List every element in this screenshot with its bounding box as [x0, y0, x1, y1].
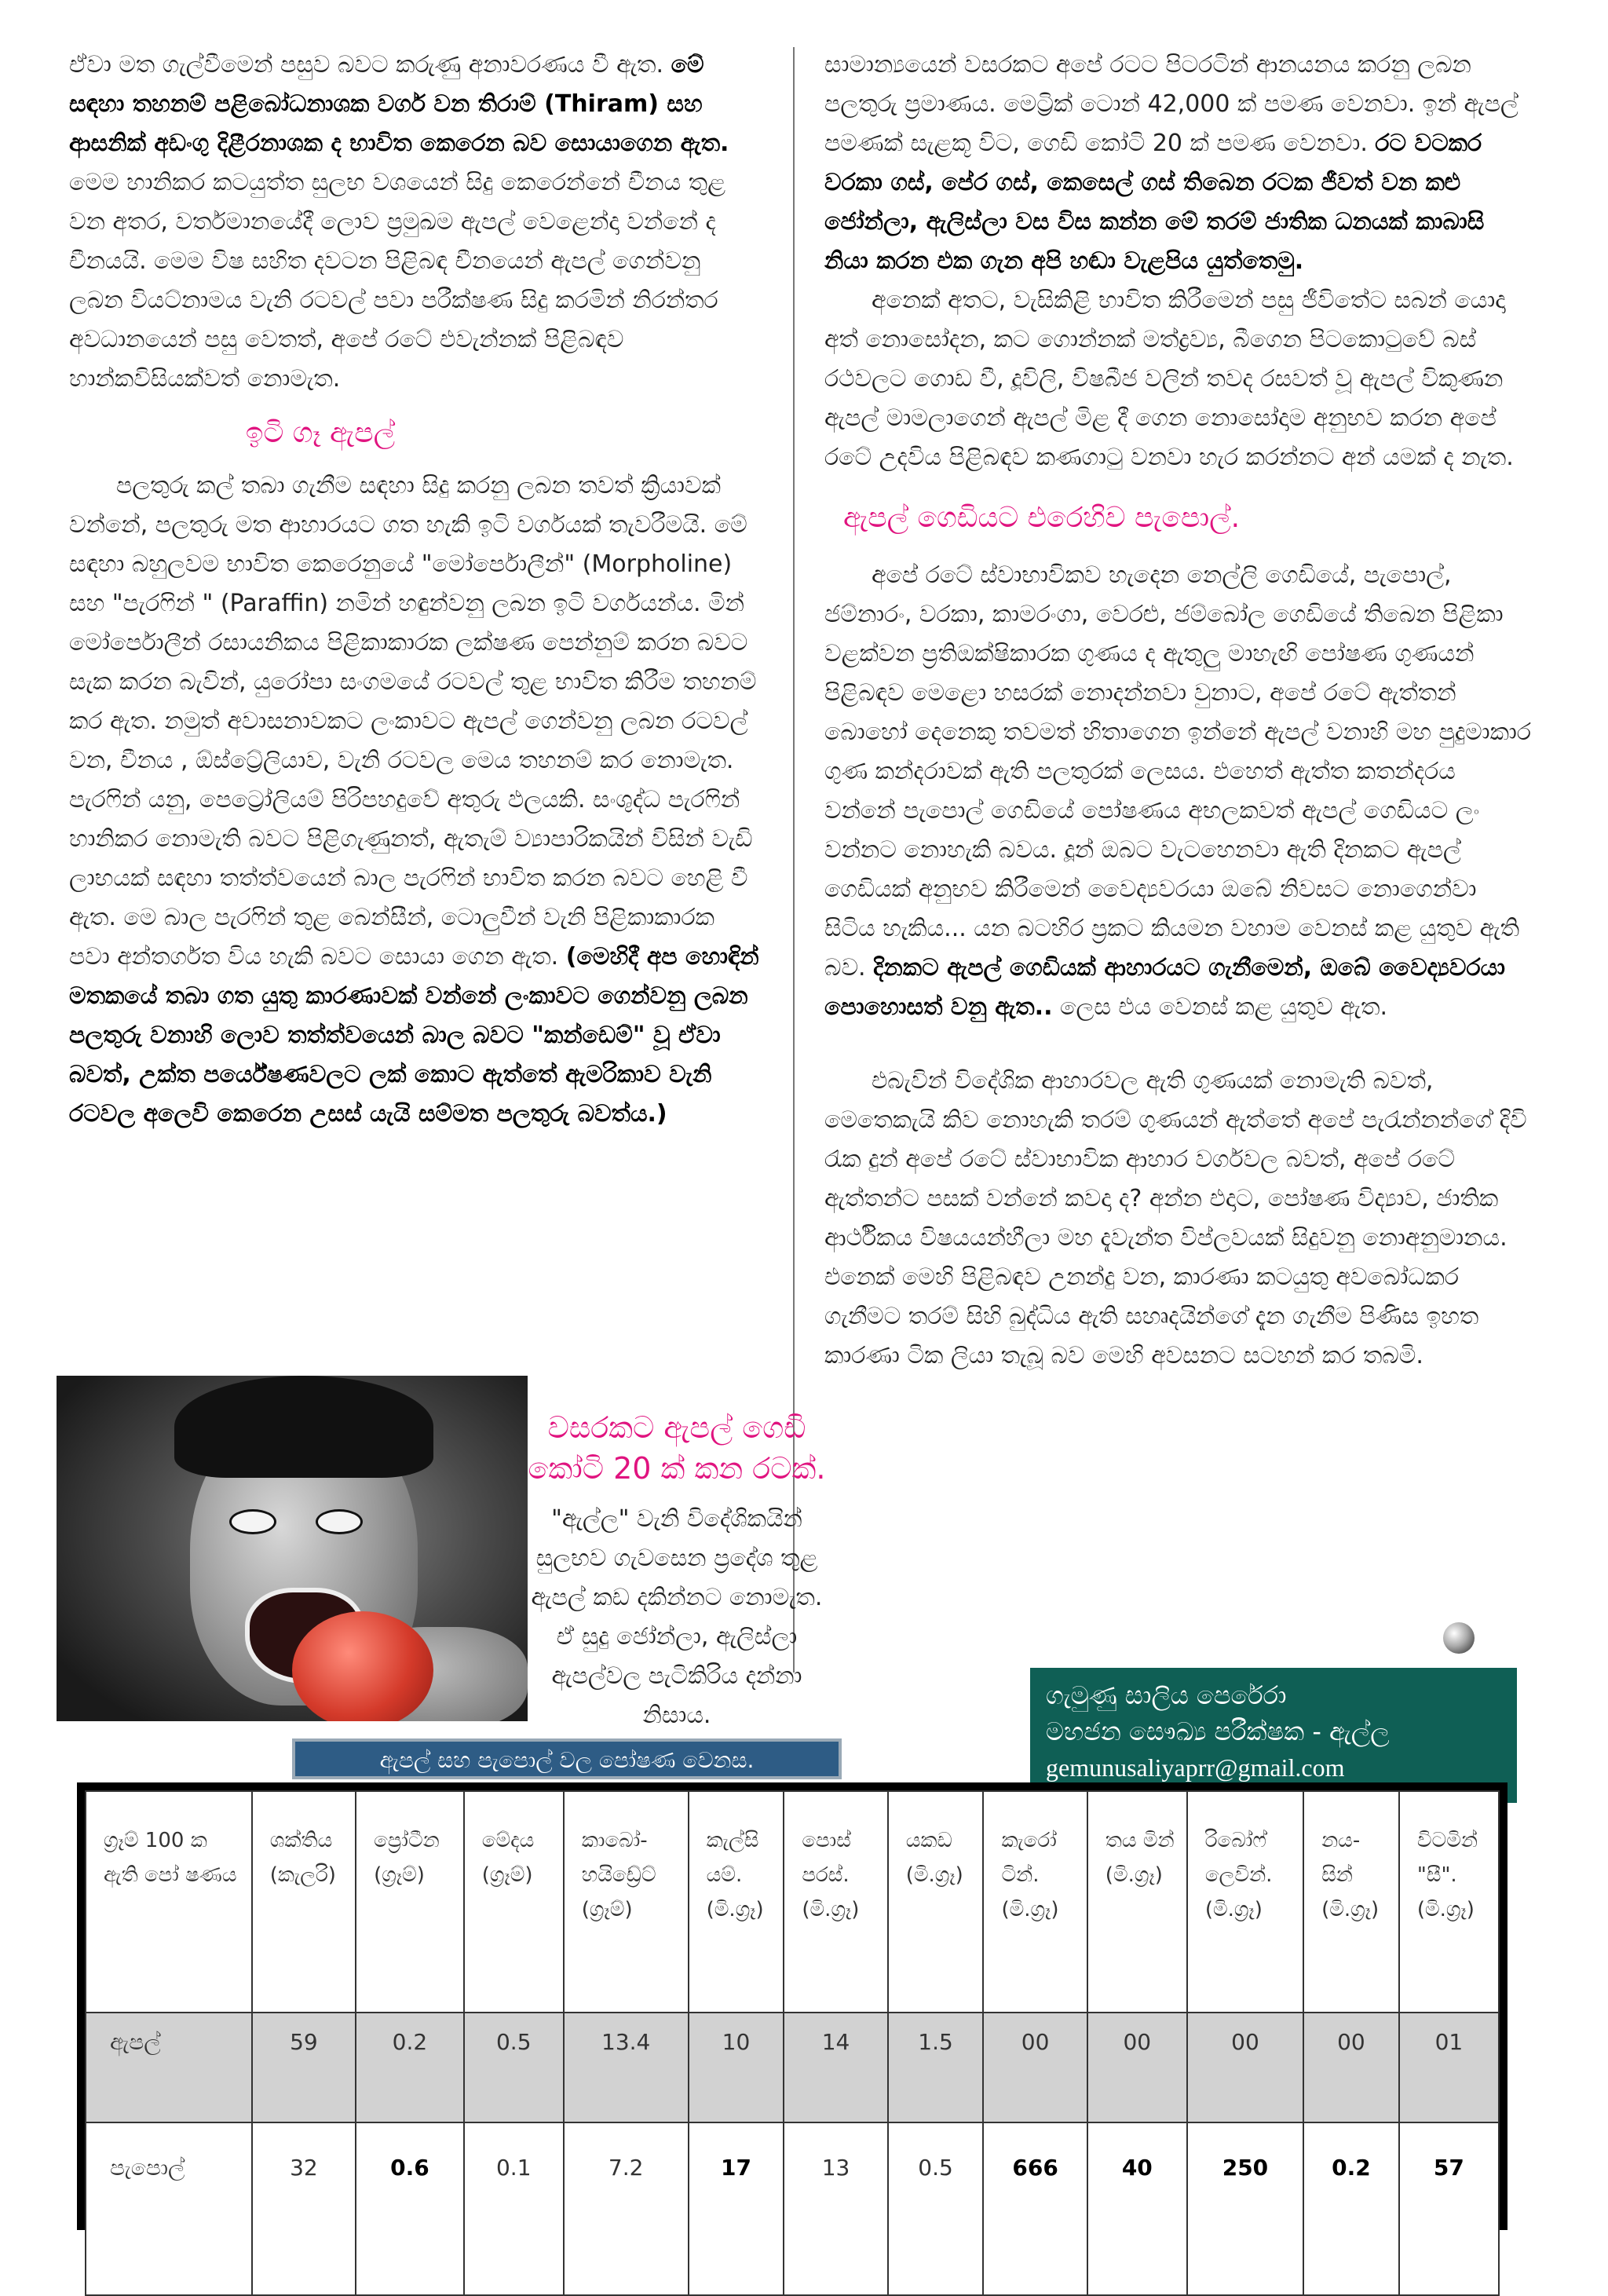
- section-heading-papaya: ඇපල් ගෙඩියට එරෙහිව පැපොල්.: [843, 502, 1241, 534]
- row-label: ඇපල්: [86, 2013, 252, 2122]
- image-title: වසරකට ඇපල් ගෙඩි කෝටි 20 ක් කන රටක්.: [528, 1410, 826, 1486]
- author-name: ගැමුණු සාලිය පෙරේරා: [1046, 1680, 1287, 1710]
- left-p1-text-a: ඒවා මත ගැල්වීමෙන් පසුව බවට කරුණු අනාවරණය වී ඇත.: [69, 51, 671, 79]
- hair-shape: [174, 1376, 433, 1478]
- table-cell: 0.6: [356, 2122, 464, 2295]
- header-cell: තය මින් (මි.ග්‍රෑ): [1087, 1791, 1187, 2013]
- table-cell: 40: [1087, 2122, 1187, 2295]
- header-cell: කැල්සි යම්. (මි.ග්‍රෑ): [689, 1791, 784, 2013]
- table-cell: 13.4: [564, 2013, 689, 2122]
- section-heading-waxed-apples: ඉටි ගෑ ඇපල්: [245, 417, 396, 449]
- left-paragraph-2: [69, 466, 760, 1134]
- author-title: මහජන සෞඛ්‍ය පරීක්ෂක - ඇල්ල: [1046, 1717, 1390, 1746]
- header-cell: විටමින් "සී". (මි.ග්‍රෑ): [1399, 1791, 1499, 2013]
- right-p1-bold: රට වටකර වරකා ගස්, පේර ගස්, කෙසෙල් ගස් තිබෙන රටක ජීවත් වන කළු ජෝන්ලා, ඇලිස්ලා වස විස කන්න මේ තරම් ජාතික ධනයක් කාබාසි නියා කරන එක ගැන අපි හඬා වැළපිය යුත්තෙමු.: [824, 130, 1485, 275]
- header-cell: යකඩ (මි.ග්‍රෑ): [888, 1791, 984, 2013]
- header-cell: කැරෝ ටින්. (මි.ග්‍රෑ): [983, 1791, 1087, 2013]
- paragraph-gap: [824, 1027, 1531, 1062]
- right-eye-shape: [316, 1509, 363, 1534]
- right-p3-bold: දිනකට ඇපල් ගෙඩියක් ආහාරයට ගැනීමෙන්, ඔබේ වෛද්‍යවරයා පොහොසත් වනු ඇත..: [824, 954, 1506, 1021]
- apple-shape: [292, 1611, 433, 1721]
- man-biting-apple-photo: [57, 1376, 528, 1721]
- table-cell: 1.5: [888, 2013, 984, 2122]
- header-cell: ශක්තිය (කැලරි): [252, 1791, 356, 2013]
- right-column: [824, 46, 1531, 1376]
- left-p1-bold: මේ සඳහා තහනම් පළිබෝධනාශක වර්ග වන තිරාම් (Thiram) සහ ආසනික් අඩංගු දිළීරනාශක ද භාවිත කෙරෙන බව සොයාගෙන ඇත.: [69, 51, 729, 157]
- nutrition-table-frame: [77, 1782, 1508, 2230]
- left-column: [69, 46, 760, 1134]
- table-cell: 10: [689, 2013, 784, 2122]
- table-cell: 01: [1399, 2013, 1499, 2122]
- right-p3-text-a: අපේ රටේ ස්වාභාවිකව හැදෙන නෙල්ලි ගෙඩියේ, පැපොල්, ජම්නාරං, වරකා, කාමරංගා, වෙරළු, ජම්බෝල ගෙඩියේ තිබෙන පිළිකා වළක්වන ප්‍රතිඔක්ෂිකාරක ගුණය ද ඇතුලු මාහැඟි පෝෂණ ගුණයන් පිළිබඳව මෙළො හසරක් නොදන්නවා වුනාට, අපේ රටේ ඇත්තන් බොහෝ දෙනෙකු තවමත් හිතාගෙන ඉන්නේ ඇපල් වනාහි මහ පුදුමාකාර ගුණ කන්දරාවක් ඇති පලතුරක් ලෙසය. එහෙත් ඇත්ත කතන්දරය වන්නේ පැපොල් ගෙඩියේ පෝෂණය අභලකවත් ඇපල් ගෙඩියට ලං වන්නට නොහැකි බවය. දූන් ඔබට වැටහෙනවා ඇති දිනකට ඇපල් ගෙඩියක් අනුභව කිරීමෙන් වෛද්‍යවරයා ඔබේ නිවසට නොගෙන්වා සිටිය හැකිය... යන බටහිර ප්‍රකට කියමන වහාම වෙනස් කළ යුතුව ඇති බව.: [824, 561, 1531, 982]
- table-cell: 13: [784, 2122, 887, 2295]
- header-cell: ග්‍රෑම් 100 ක ඇති පෝ ෂණය: [86, 1791, 252, 2013]
- nutrition-table: [85, 1790, 1500, 2296]
- table-cell: 59: [252, 2013, 356, 2122]
- table-cell: 0.5: [464, 2013, 564, 2122]
- left-p1-text-c: මෙම හානිකර කටයුත්ත සුලභ වශයෙන් සිදු කෙරෙන්නේ චීනය තුළ වන අතර, වර්තමානයේදී ලොව ප්‍රමුඛම ඇපල් වෙළෙන්දා වන්නේ ද චීනයයි. මෙම විෂ සහිත දවටන පිළිබඳ චීනයෙන් ඇපල් ගෙන්වනු ලබන වියට්නාමය වැනි රටවල් පවා පරීක්ෂණ සිදු කරමින් නිරන්තර අවධානයෙන් පසු වෙතත්, අපේ රටේ එවැන්නක් පිළිබඳව හාන්කවිසියක්වත් නොමැත.: [69, 169, 725, 393]
- image-block: [57, 1376, 826, 1729]
- table-cell: 57: [1399, 2122, 1499, 2295]
- table-cell: 7.2: [564, 2122, 689, 2295]
- table-cell: 666: [983, 2122, 1087, 2295]
- right-paragraph-4: එබැවින් විදේශික ආහාරවල ඇති ගුණයක් නොමැති බවත්, මෙතෙකැයි කිව නොහැකි තරම් ගුණයන් ඇත්තේ අපේ පැරැන්නන්ගේ දිවි රැක දුන් අපේ රටේ ස්වාභාවික ආහාර වර්ගවල බවත්, අපේ රටේ ඇත්තන්ට පසක් වන්නේ කවදා ද? අන්න එදාට, පෝෂණ විද්‍යාව, ජාතික ආර්ථිකය විෂයයන්හීලා මහ දැවැන්ත විප්ලවයක් සිදුවනු නොඅනුමානය. එනෙක් මෙහි පිළිබඳව උනන්දු වන, කාරණා කටයුතු අවබෝධකර ගැනීමට තරම් සිහි බුද්ධිය ඇති සහෘදයින්ගේ දැන ගැනීම පිණිස ඉහත කාරණා ටික ලියා තැබූ බව මෙහි අවසනට සටහන් කර තබමි.: [824, 1067, 1527, 1369]
- table-cell: 00: [1303, 2013, 1399, 2122]
- right-p3-text-c: ලෙස එය වෙනස් කළ යුතුව ඇත.: [1052, 993, 1388, 1021]
- table-row-apple: [86, 2013, 1499, 2122]
- table-cell: 0.2: [356, 2013, 464, 2122]
- header-cell: ප්‍රෝටීන (ග්‍රෑම්): [356, 1791, 464, 2013]
- left-paragraph-1: [69, 46, 760, 399]
- right-paragraph-2: අනෙක් අතට, වැසිකිළි භාවිත කිරීමෙන් පසු ජීවිතේට සබන් යොදා අත් නොසෝදන, කට ගොන්නක් මත්ද්‍රව්‍ය, බීගෙන පිටකොටුවේ බස් රථවලට ගොඩ වී, දූවිලි, විෂබීජ වලින් තවද රසවත් වූ ඇපල් විකුණන ඇපල් මාමලාගෙන් ඇපල් මිළ දී ගෙන නොසෝදාම අනුභව කරන අපේ රටේ උදවිය පිළිබඳව කණගාටු වනවා හැර කරන්නට අන් යමක් ද නැත.: [824, 287, 1514, 471]
- table-cell: 0.1: [464, 2122, 564, 2295]
- row-label: පැපොල්: [86, 2122, 252, 2295]
- table-header-row: [86, 1791, 1499, 2013]
- table-cell: 00: [1187, 2013, 1303, 2122]
- table-cell: 17: [689, 2122, 784, 2295]
- header-cell: රිබෝෆ් ලෙවින්. (මි.ග්‍රෑ): [1187, 1791, 1303, 2013]
- image-caption: "ඇල්ල" වැනි විදේශිකයින් සුලභව ගැවසෙන ප්‍රදේශ තුළ ඇපල් කඩ දකින්නට නොමැත. ඒ සුදු ජෝන්ලා, ඇලිස්ලා ඇපල්වල පැටිකිරිය දන්නා නිසාය.: [531, 1505, 823, 1729]
- header-cell: කාබෝ-හයිඩ්‍රේට් (ග්‍රෑම්): [564, 1791, 689, 2013]
- table-cell: 00: [1087, 2013, 1187, 2122]
- table-cell: 14: [784, 2013, 887, 2122]
- table-cell: 250: [1187, 2122, 1303, 2295]
- right-p1-text-a: සාමාන්‍යයෙන් වසරකට අපේ රටට පිටරටින් ආනයනය කරනු ලබන පලතුරු ප්‍රමාණය. මෙට්‍රික් ටොන් 42,000 ක් පමණ වෙනවා. ඉන් ඇපල් පමණක් සැළකූ විට, ගෙඩි කෝටි 20 ක් පමණ වෙනවා.: [824, 51, 1518, 157]
- table-cell: 0.2: [1303, 2122, 1399, 2295]
- left-eye-shape: [229, 1509, 276, 1534]
- decorative-ball-icon: [1443, 1622, 1475, 1654]
- right-paragraph-1: [824, 46, 1531, 281]
- table-row-papaya: [86, 2122, 1499, 2295]
- table-cell: 00: [983, 2013, 1087, 2122]
- table-cell: 32: [252, 2122, 356, 2295]
- table-label: ඇපල් සහ පැපොල් වල පෝෂණ වෙනස.: [292, 1738, 842, 1779]
- right-paragraph-3: [824, 556, 1531, 1027]
- table-cell: 0.5: [888, 2122, 984, 2295]
- left-p2-bold: (මෙහිදී අප හොඳින් මතකයේ තබා ගත යුතු කාරණාවක් වන්නේ ලංකාවට ගෙන්වනු ලබන පලතුරු වනාහි ලොව තත්ත්වයෙන් බාල බවට "කන්ඩෙම්" වූ ඒවා බවත්, උක්ත පර්යේෂණවලට ලක් කොට ඇත්තේ ඇමරිකාව වැනි රටවල අලෙවි කෙරෙන උසස් යැයි සම්මත පලතුරු බවත්ය.): [69, 943, 759, 1128]
- header-cell: පොස් පරස්. (මි.ග්‍රෑ): [784, 1791, 887, 2013]
- left-p2-text-a: පලතුරු කල් තබා ගැනීම සඳහා සිදු කරනු ලබන තවත් ක්‍රියාවක් වන්නේ, පලතුරු මත ආහාරයට ගත හැකි ඉටි වර්ගයක් තැවරීමයි. මේ සඳහා බහුලවම භාවිත කෙරෙනුයේ "මෝර්පොලීන්" (Morpholine) සහ "පැරෆින් " (Paraffin) නමින් හඳුන්වනු ලබන ඉටි වර්ගයන්ය. මින් මෝර්පොලීන් රසායනිකය පිළිකාකාරක ලක්ෂණ පෙන්නුම් කරන බවට සැක කරන බැවින්, යුරෝපා සංගමයේ රටවල් තුළ භාවිත කිරීම තහනම් කර ඇත. නමුත් අවාසනාවකට ලංකාවට ඇපල් ගෙන්වනු ලබන රටවල් වන, චීනය , ඕස්ට්‍රේලියාව, වැනි රටවල මෙය තහනම් කර නොමැත. පැරෆින් යනු, පෙට්‍රෝලියම් පිරිපහදුවේ අතුරු ඵලයකි. සංශුද්ධ පැරෆින් හානිකර නොමැති බවට පිළිගැණුනත්, ඇතැම් ව්‍යාපාරිකයින් විසින් වැඩි ලාභයක් සඳහා තත්ත්වයෙන් බාල පැරෆින් භාවිත කරන බවට හෙළි වී ඇත. මෙ බාල පැරෆින් තුළ බෙන්සීන්, ටොලුවීන් වැනි පිළිකාකාරක පවා අන්තර්ගත විය හැකි බවට සොයා ගෙන ඇත.: [69, 472, 757, 971]
- author-email: gemunusaliyaprr@gmail.com: [1046, 1753, 1345, 1782]
- header-cell: මේදය (ග්‍රෑම්): [464, 1791, 564, 2013]
- header-cell: නය-සින් (මි.ග්‍රෑ): [1303, 1791, 1399, 2013]
